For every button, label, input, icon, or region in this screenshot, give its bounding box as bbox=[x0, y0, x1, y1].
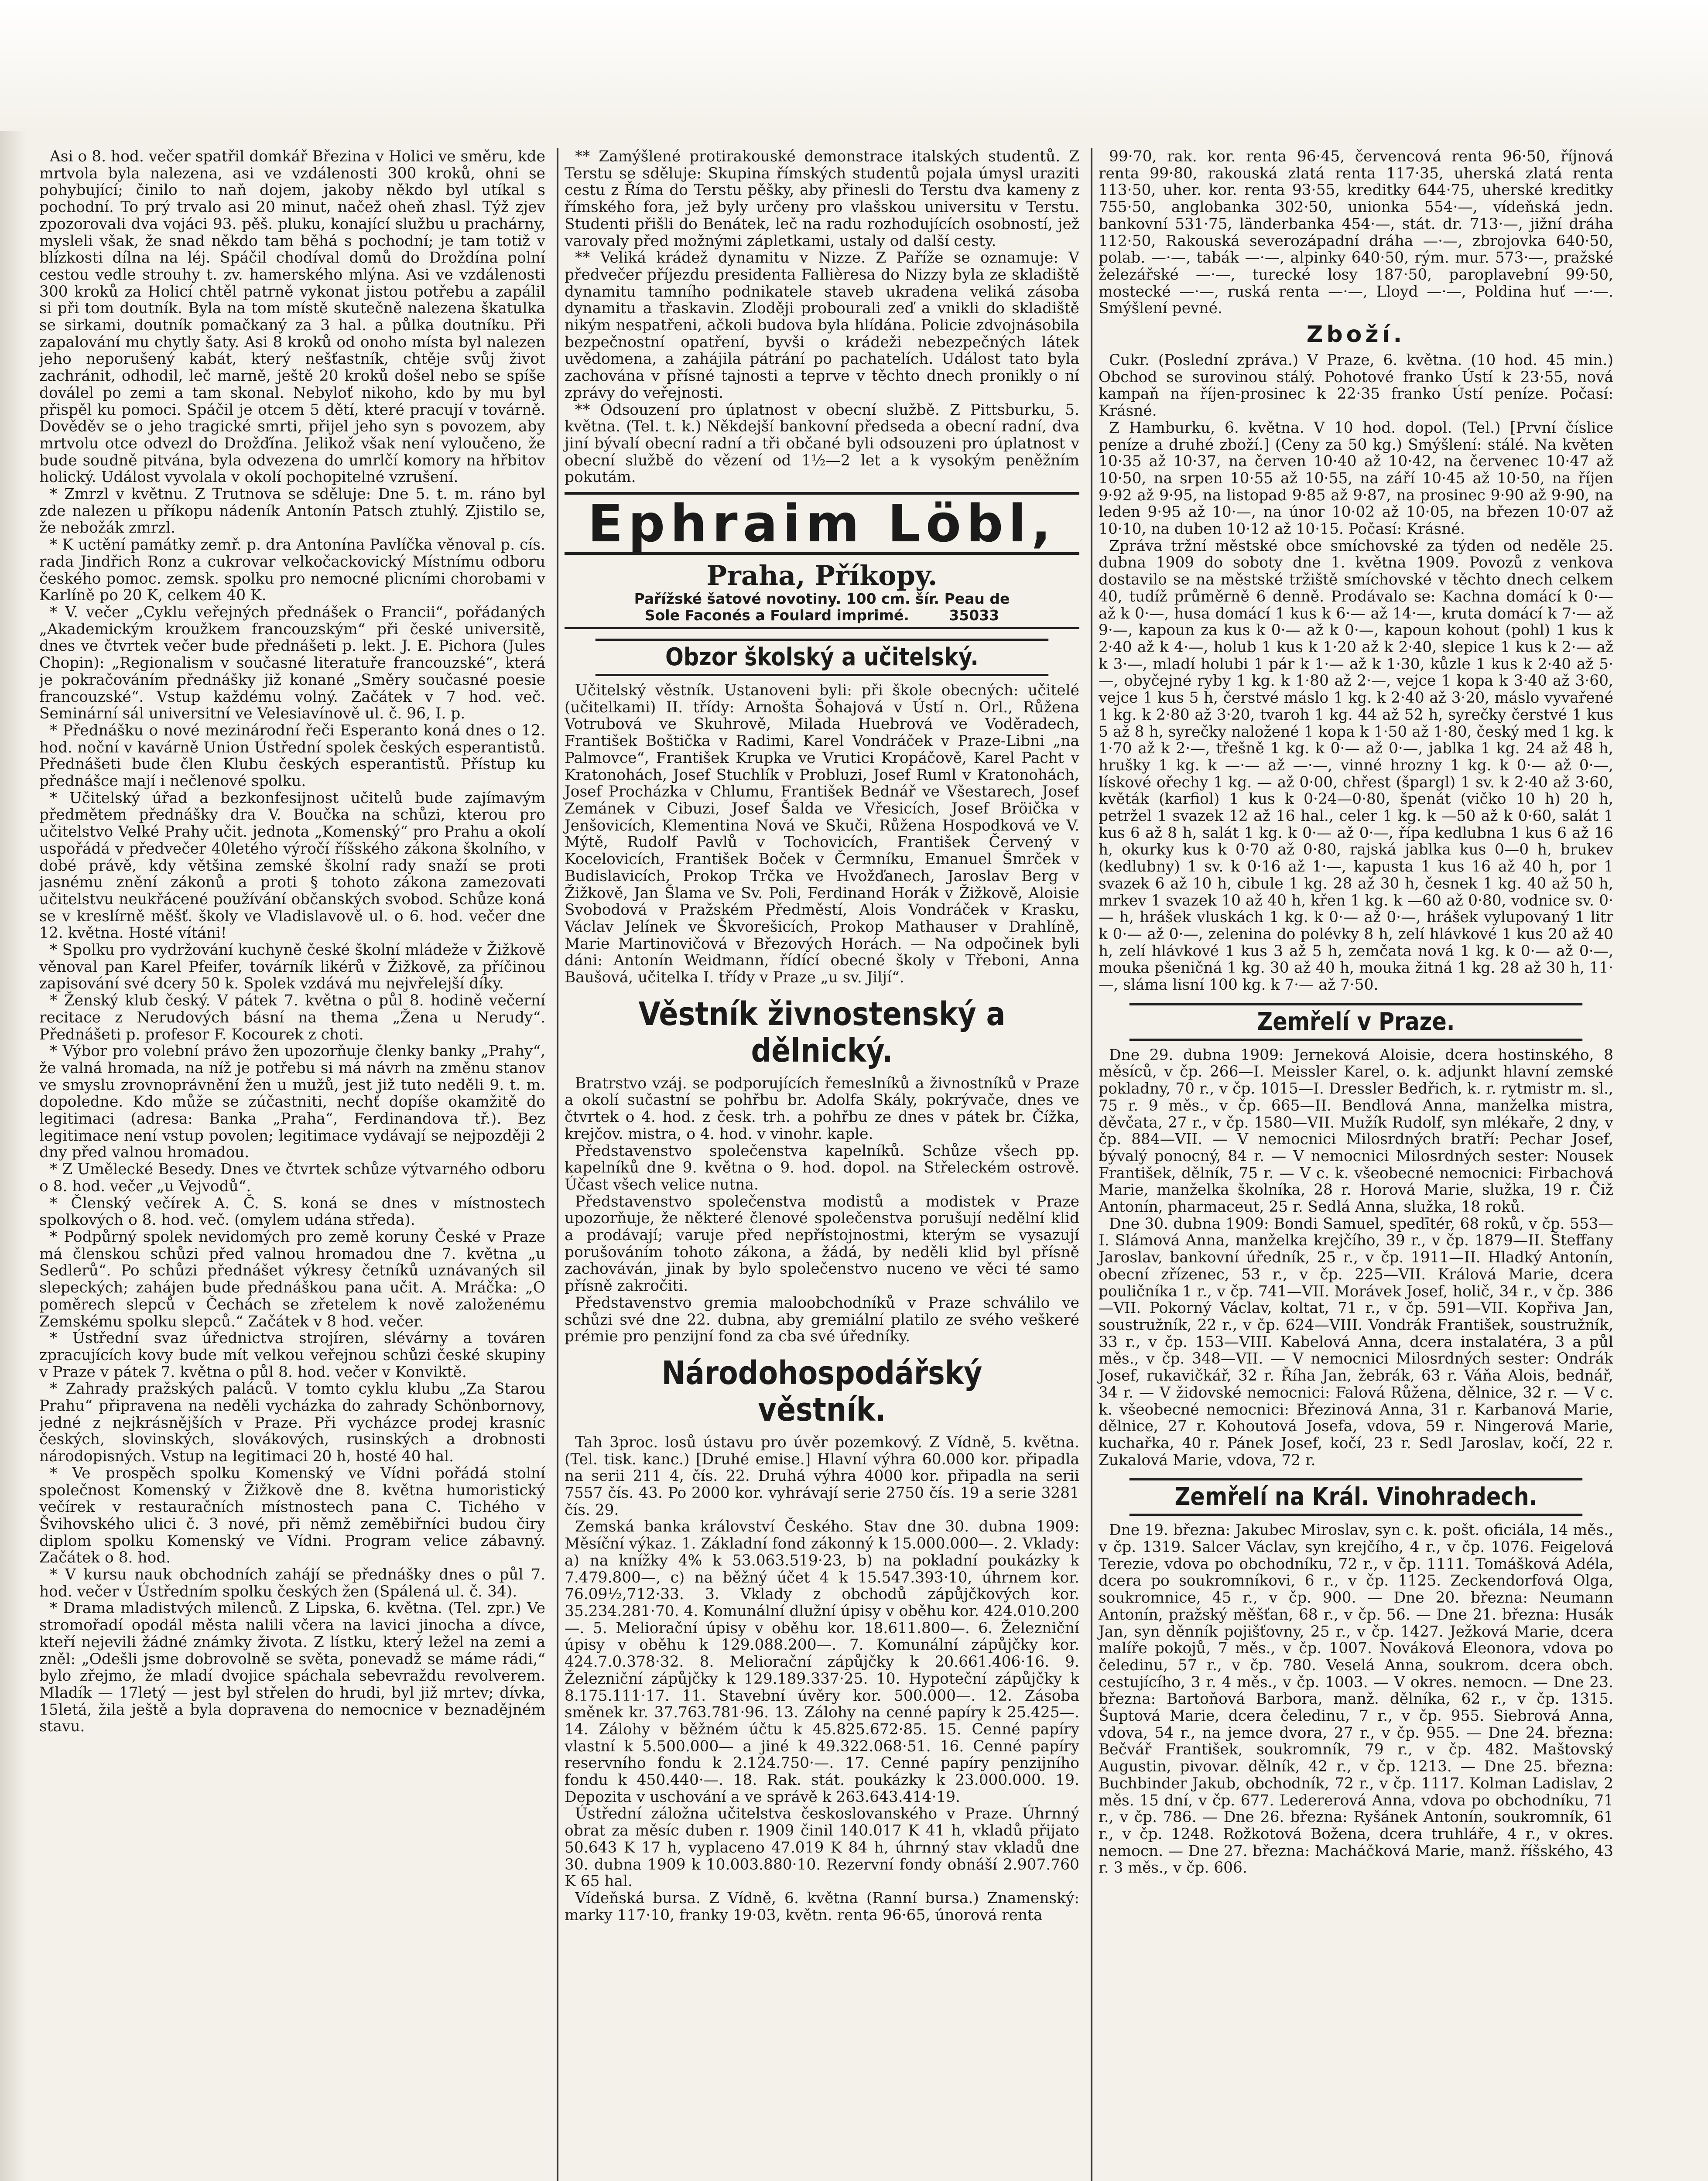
article-dynamite-nice: ** Veliká krádež dynamitu v Nizze. Z Paříže se oznamuje: V předvečer příjezdu presidenta Fallièresa do Nizzy byla ze skladiště dynamitu tamního podnikatele staveb ukradena veliká zásoba dynamitu a třaskavin. Zloději probourali zeď a vnikli do skladiště nikým nespatřeni, ačkoli budova byla hlídána. Policie zdvojnásobila bezpečnostní opatření, byvši o krádeži nebezpečných látek uvědomena, a zahájila pátrání po pachatelích. Událost tato byla zachována v přísné tajnosti a teprve v těchto dnech pronikly o ní zprávy do veřejnosti. bbox=[565, 249, 1079, 402]
ad-number: 35033 bbox=[949, 607, 999, 624]
article-komensky: * Ve prospěch spolku Komenský ve Vídni pořádá stolní společnost Komenský v Žižkově dne 8. května humoristický večírek v restauračních místnostech pana C. Tichého v Švihovského ulici č. 3 nové, při němž zeměbiřníci budou čiry diplom spolku Komenský ve Vídni. Program velice zábavný. Začátek o 8. hod. bbox=[39, 1464, 545, 1567]
article-cukr: Cukr. (Poslední zpráva.) V Praze, 6. května. (10 hod. 45 min.) Obchod se surovinou stálý. Pohotové franko Ústí k 23·55, nová kampaň na říjen-prosinec k 22·35 franko Ústí peníze. Počasí: Krásné. bbox=[1099, 352, 1613, 420]
article-volebni-pravo: * Výbor pro volební právo žen upozorňuje členky banky „Prahy“, že valná hromada, na níž je potřebu si má návrh na změnu stanov ve smyslu zrovnoprávnění žen u mužů, jest již tuto neděli 9. t. m. dopoledne. Kdo může se zúčastniti, nechť dopíše okamžitě do legitimaci (adresa: Banka „Praha“, Ferdinandova tř.). Bez legitimace není vstup povolen; legitimace vydávají se nejpozději 2 dny před valnou hromadou. bbox=[39, 1043, 545, 1162]
ad-line-2 bbox=[565, 607, 1079, 624]
article-zensky-klub: * Ženský klub český. V pátek 7. května o půl 8. hodině večerní recitace z Nerudových básní na thema „Žena u Nerudy“. Přednášeti p. profesor F. Kocourek z choti. bbox=[39, 992, 545, 1043]
article-clensky-vecirek: * Členský večírek A. Č. S. koná se dnes v místnostech spolkových o 8. hod. več. (omylem udána středa). bbox=[39, 1194, 545, 1229]
article-svaz-urednictva: * Ústřední svaz úřednictva strojíren, slévárny a továren zpracujících kovy bude mít velkou veřejnou schůzi české skupiny v Praze v pátek 7. května o půl 8. hod. večer v Konviktě. bbox=[39, 1330, 545, 1381]
column-2 bbox=[557, 148, 1079, 2181]
divider bbox=[565, 627, 1079, 629]
article-nevidomi: * Podpůrný spolek nevidomých pro země koruny České v Praze má členskou schůzi před valnou hromadou dne 7. května „u Sedlerů“. Po schůzi přednášet výkresy četníků uznávaných sil slepeckých; zahájen bude přednáškou pana učit. A. Mráčka: „O poměrech slepců v Čechách se zřetelem k nově založenému Zemskému spolku slepců.“ Začátek v 8 hod. večer. bbox=[39, 1228, 545, 1330]
scan-margin bbox=[0, 0, 1708, 131]
article-kuchyne-zizkov: * Spolku pro vydržování kuchyně české školní mládeže v Žižkově věnoval pan Karel Pfeifer, továrník likérů v Žižkově, za příčinou zapisování své dcery 50 k. Spolek vzdává mu nejvřelejší díky. bbox=[39, 941, 545, 993]
column-3 bbox=[1091, 148, 1613, 2181]
article-pavlicek: * K uctění památky zemř. p. dra Antonína Pavlíčka věnoval p. cís. rada Jindřich Ronz a cukrovar velkočackovický Místnímu odboru českého pomoc. zemsk. spolku pro nemocné plicními chorobami v Karlíně po 20 K, celkem 40 K. bbox=[39, 536, 545, 605]
article-hamburk: Z Hamburku, 6. května. V 10 hod. dopol. (Tel.) [První číslice peníze a druhé zboží.] (Ceny za 50 kg.) Smýšlení: stálé. Na květen 10·35 až 10·37, na červen 10·40 až 10·42, na červenec 10·47 až 10·50, na srpen 10·55 až 10·55, na září 10·45 až 10·50, na říjen 9·92 až 9·95, na listopad 9·85 až 9·87, na prosinec 9·90 až 9·90, na leden 9·95 až 10·—, na únor 10·02 až 10·05, na březen 10·07 až 10·10, na duben 10·12 až 10·15. Počasí: Krásné. bbox=[1099, 419, 1613, 538]
article-italian-students: ** Zamýšlené protirakouské demonstrace italských studentů. Z Terstu se sděluje: Skupina římských studentů pojala úmysl uraziti cestu z Říma do Terstu pěšky, aby přinesli do Terstu dva kameny z římského fora, jež byly určeny pro vlašskou universitu v Terstu. Studenti přišli do Benátek, leč na radu rozhodujících osobností, jež varovaly před možnými zápletkami, ustaly od další cesty. bbox=[565, 148, 1079, 250]
article-maloobchodnici: Představenstvo gremia maloobchodníků v Praze schválilo ve schůzi své dne 22. dubna, aby gremiální platilo ze svého veškeré prémie pro penzijní fond za cba své úředníky. bbox=[565, 1294, 1079, 1346]
ad-name: Ephraim Löbl, bbox=[565, 492, 1079, 555]
article-zahrady: * Zahrady pražských paláců. V tomto cyklu klubu „Za Starou Prahu“ připravena na neděli vycházka do zahrady Schönbornovy, jedné z nejkrásnějších v Praze. Při vycházce prodej krasníc českých, slovinských, slovákových, rusinských a drobnosti národopisných. Vstup na legitimaci 20 h, hosté 40 hal. bbox=[39, 1380, 545, 1466]
article-bursa-continued: 99·70, rak. kor. renta 96·45, červencová renta 96·50, říjnová renta 99·80, rakouská zlatá renta 117·35, uherská zlatá renta 113·50, uher. kor. renta 93·55, kreditky 644·75, uherské kreditky 755·50, anglobanka 302·50, unionka 554·—, vídeňská jedn. bankovní 531·75, länderbanka 454·—, stát. dr. 713·—, jižní dráha 112·50, Rakouská severozápadní dráha —·—, zbrojovka 640·50, polab. —·—, tabák —·—, alpinky 640·50, rým. mur. 573·—, pražské železářské —·—, turecké losy 187·50, paroplavební 99·50, mostecké —·—, ruská renta —·—, Lloyd —·—, Poldina huť —·—. Smýšlení pevné. bbox=[1099, 148, 1613, 318]
article-esperanto: * Přednášku o nové mezinárodní řeči Esperanto koná dnes o 12. hod. noční v kavárně Union Ústřední spolek českých esperantistů. Přednášeti bude člen Klubu českých esperantistů. Přístup ku přednášce mají i nečlenové spolku. bbox=[39, 721, 545, 790]
article-zemska-banka: Zemská banka království Českého. Stav dne 30. dubna 1909: Měsíční výkaz. 1. Základní fond zákonný k 15.000.000—. 2. Vklady: a) na knížky 4% k 53.063.519·23, b) na pokladní poukázky k 7.479.800—, c) na běžný účet 4 k 15.547.393·10, úhrnem kor. 76.09½,712·33. 3. Vklady z obchodů zápůjčkových kor. 35.234.281·70. 4. Komunální dlužní úpisy v oběhu kor. 424.010.200—. 5. Meliorační úpisy v oběhu kor. 18.611.800—. 6. Železniční úpisy v oběhu k 129.088.200—. 7. Komunální zápůjčky kor. 424.7.0.378·32. 8. Meliorační zápůjčky k 20.661.406·16. 9. Železniční zápůjčky k 129.189.337·25. 10. Hypoteční zápůjčky k 8.175.111·17. 11. Stavební úvěry kor. 500.000—. 12. Zásoba směnek kr. 37.763.781·96. 13. Zálohy na cenné papíry k 25.425—. 14. Zálohy v běžném účtu k 45.825.672·85. 15. Cenné papíry vlastní k 5.500.000— a jiné k 49.322.068·51. 16. Cenné papíry reservního fondu k 2.124.750·—. 17. Cenné papíry penzijního fondu k 450.440·—. 18. Rak. stát. poukázky k 23.000.000. 19. Depozita v uschování a ve správě k 263.643.414·19. bbox=[565, 1518, 1079, 1806]
article-ucitelsky-vestnik: Učitelský věstník. Ustanoveni byli: při škole obecných: učitelé (učitelkami) II. třídy: Arnošta Šohajová v Ústí n. Orl., Růžena Votrubová ve Skuhrově, Milada Huebrová ve Voděradech, František Boštička v Radimi, Karel Vondráček v Praze-Libni „na Palmovce“, František Krupka ve Vrutici Kropáčově, Karel Pacht v Kratonohách, Josef Stuchlík v Probluzi, Josef Ruml v Kratonohách, Josef Procházka v Chlumu, František Bednář ve Všestarech, Josef Zemánek v Cibuzi, Josef Šalda ve Vřesicích, Josef Bröička v Jenšovicích, Klementina Nová ve Skuči, Růžena Hospodková ve V. Mýtě, Rudolf Pavlů v Tochovicích, František Červený v Kocelovicích, František Boček v Čermníku, Emanuel Šmrček v Budislavicích, Prokop Trčka ve Hvožďanech, Jaroslav Berg v Žižkově, Jan Šlama ve Sv. Poli, Ferdinand Horák v Žižkově, Aloisie Svobodová v Pražském Předměstí, Alois Vondráček v Krasku, Václav Jelínek ve Škvorešicích, Prokop Mathauser v Drahlíně, Marie Martinovičová v Březových Horách. — Na odpočinek byli dáni: Antonín Weidmann, řídící obecné školy v Třeboni, Anna Baušová, učitelka I. třídy v Praze „u sv. Jiljí“. bbox=[565, 682, 1079, 987]
section-title-zivnostensky: Věstník živnostenský a dělnický. bbox=[638, 995, 1006, 1070]
ad-line-2-text: Sole Faconés a Foulard imprimé. bbox=[644, 607, 909, 624]
section-title-zemreli-praha: Zemřelí v Praze. bbox=[1130, 1003, 1582, 1041]
article-ucitelsky-urad: * Učitelský úřad a bezkonfesijnost učitelů bude zajímavým předmětem přednášky dra V. Boučka na schůzi, kterou pro učitelstvo Velké Prahy učit. jednota „Komenský“ pro Prahu a okolí uspořádá v předvečer 40letého výročí říšského zákona školního, v dobé právě, kdy většina zemské školní rady snaží se proti jasnému znění zákonů a proti § tohoto zákona zamezovati učitelstvu neukřácené používání občanských svobod. Schůze koná se v kreslírně měšť. školy ve Vladislavově ul. o 6. hod. večer dne 12. května. Hosté vítáni! bbox=[39, 789, 545, 942]
newspaper-page bbox=[39, 148, 1619, 2181]
article-videnska-bursa: Vídeňská bursa. Z Vídně, 6. května (Ranní bursa.) Znamenský: marky 117·10, franky 19·03, květn. renta 96·65, únorová renta bbox=[565, 1889, 1079, 1924]
ad-address: Praha, Příkopy. bbox=[706, 560, 938, 592]
article-holice: Asi o 8. hod. večer spatřil domkář Březina v Holici ve směru, kde mrtvola byla nalezena, asi ve vzdálenosti 300 kroků, ohni se pohybující; činilo to naň dojem, jakoby někdo byl utíkal s pochodní. To prý trvalo asi 20 minut, načež oheň zhasl. Týž zjev zpozorovali dva vojáci 93. pěš. pluku, konající službu u prachárny, mysleli však, že snad někdo tam běhá s pochodní; je tam totiž v blízkosti dílna na léj. Spáčil chodíval domů do Droždína polní cestou vedle strouhy t. zv. hamerského mlýna. Asi ve vzdálenosti 300 kroků za Holicí chtěl patrně vykonat jistou potřebu a zapálil si při tom doutník. Byla na tom místě skutečně nalezena škatulka se sirkami, doutník pomačkaný za 3 hal. a půlka doutníku. Při zapalování mu chytly šaty. Asi 8 kroků od onoho místa byl nalezen jeho neporušený kabát, který nešťastník, chtěje svůj život zachránit, odhodil, leč marně, ještě 20 kroků došel nebo se spíše doválel po zemi a tam skonal. Nebyloť nikoho, kdo by mu byl přispěl ku pomoci. Spáčil je otcem 5 dětí, které pracují v továrně. Dověděv se o jeho tragické smrti, přijel jeho syn s povozem, aby mrtvolu otce odvezl do Drožďína. Jelikož však není vyloučeno, že bude soudně pitvána, byla odvezena do umrlčí komory na hřbitov holický. Událost vyvolala v okolí pochopitelné vzrušení. bbox=[39, 148, 545, 486]
article-kurs-nauk: * V kursu nauk obchodních zahájí se přednášky dnes o půl 7. hod. večer v Ústředním spolku českých žen (Spálená ul. č. 34). bbox=[39, 1566, 545, 1600]
ad-line-1: Pařížské šatové novotiny. 100 cm. šír. Peau de bbox=[634, 590, 1010, 608]
column-1 bbox=[39, 148, 545, 2181]
scan-edge-shadow bbox=[0, 131, 26, 2181]
article-tah-losu: Tah 3proc. losů ústavu pro úvěr pozemkový. Z Vídně, 5. května. (Tel. tisk. kanc.) [Druhé emise.] Hlavní výhra 60.000 kor. připadla na serii 211 4, čís. 22. Druhá výhra 4000 kor. připadla na serii 7557 čís. 43. Po 2000 kor. vyhrávají serie 2750 čís. 19 a serie 3281 čís. 29. bbox=[565, 1433, 1079, 1519]
section-title-zbozi: Zboží. bbox=[1306, 321, 1406, 348]
section-title-zemreli-vinohrady: Zemřelí na Král. Vinohradech. bbox=[1130, 1478, 1582, 1516]
obituaries-30-april: Dne 30. dubna 1909: Bondi Samuel, spedītér, 68 roků, v čp. 553—I. Slámová Anna, manželka krejčího, 39 r., v čp. 1879—II. Šteffany Jaroslav, bankovní úředník, 25 r., v čp. 1911—II. Hladký Antonín, obecní zřízenec, 53 r., v čp. 225—VII. Králová Marie, dcera pouličníka 1 r., v čp. 741—VII. Morávek Josef, holič, 34 r., v čp. 386—VII. Pokorný Václav, koltat, 71 r., v čp. 591—VII. Kopřiva Jan, soustružník, 22 r., v čp. 624—VIII. Vondrák František, soustružník, 33 r., v čp. 153—VIII. Kabelová Anna, dcera instalatéra, 3 a půl měs., v čp. 348—VII. — V nemocnici Milosrdných sester: Ondrák Josef, rukavičkář, 32 r. Říha Jan, žebrák, 63 r. Váňa Alois, bednář, 34 r. — V židovské nemocnici: Falová Růžena, dělnice, 32 r. — V c. k. všeobecné nemocnici: Březinová Anna, 31 r. Karbanová Marie, dělnice, 27 r. Kohoutová Josefa, vdova, 59 r. Ningerová Marie, kuchařka, 40 r. Pánek Josef, kočí, 23 r. Sedl Jaroslav, kočí, 22 r. Zukalová Marie, vdova, 72 r. bbox=[1099, 1215, 1613, 1469]
section-title-narodohospodarsky: Národohospodářský věstník. bbox=[661, 1354, 982, 1429]
obituaries-vinohrady: Dne 19. března: Jakubec Miroslav, syn c. k. pošt. oficiála, 14 měs., v čp. 1319. Salcer Václav, syn krejčího, 4 r., v čp. 1076. Feigelová Terezie, vdova po obchodníku, 72 r., v čp. 1111. Tomášková Adéla, dcera po soukromníkovi, 6 r., v čp. 1125. Zeckendorfová Olga, soukromnice, 45 r., v čp. 900. — Dne 20. března: Neumann Antonín, pražský měšťan, 68 r., v čp. 56. — Dne 21. března: Husák Jan, syn děnník pojišťovny, 25 r., v čp. 1427. Ježková Marie, dcera malíře pokojů, 7 měs., v čp. 1007. Nováková Eleonora, vdova po čeledinu, 57 r., v čp. 780. Veselá Anna, soukrom. dcera obch. cestujícího, 3 r. 4 měs., v čp. 1003. — V okres. nemocn. — Dne 23. března: Bartoňová Barbora, manž. dělníka, 62 r., v čp. 1315. Šuptová Marie, dcera čeledinu, 7 r., v čp. 955. Siebrová Anna, vdova, 54 r., na jemce dvora, 27 r., v čp. 955. — Dne 24. března: Bečvář František, soukromník, 79 r., v čp. 482. Maštovský Augustin, pivovar. dělník, 42 r., v čp. 1213. — Dne 25. března: Buchbinder Jakub, obchodník, 72 r., v čp. 1117. Kolman Ladislav, 2 měs. 15 dní, v čp. 677. Ledererová Anna, vdova po obchodníku, 71 r., v čp. 786. — Dne 26. března: Ryšánek Antonín, soukromník, 61 r., v čp. 1248. Rožkotová Božena, dcera truhláře, 4 r., v okres. nemocn. — Dne 27. března: Macháčková Marie, manž. říšského, 43 r. 3 měs., v čp. 606. bbox=[1099, 1521, 1613, 1877]
obituaries-29-april: Dne 29. dubna 1909: Jerneková Aloisie, dcera hostinského, 8 měsíců, v čp. 266—I. Meissler Karel, o. k. adjunkt hlavní zemské pokladny, 70 r., v čp. 1015—I. Dressler Bedřich, k. r. rytmistr m. sl., 75 r. 9 měs., v čp. 665—II. Bendlová Anna, manželka mistra, děvčata, 27 r., v čp. 1580—VII. Mužík Rudolf, syn mlékaře, 2 dny, v čp. 884—VII. — V nemocnici Milosrdných bratří: Pechar Josef, bývalý ponocný, 84 r. — V nemocnici Milosrdných sester: Nousek František, dělník, 75 r. — V c. k. všeobecné nemocnici: Firbachová Marie, manželka školníka, 28 r. Horová Marie, služka, 19 r. Čiž Antonín, pharmaceut, 25 r. Sedlá Anna, služka, 18 roků. bbox=[1099, 1046, 1613, 1216]
article-umelecka-beseda: * Z Umělecké Besedy. Dnes ve čtvrtek schůze výtvarného odboru o 8. hod. večer „u Vejvodů“. bbox=[39, 1161, 545, 1195]
section-title-skolsky: Obzor školský a učitelský. bbox=[596, 639, 1048, 676]
article-ustredni-zalozna: Ústřední záložna učitelstva českoslovanského v Praze. Úhrnný obrat za měsíc duben r. 1909 činil 140.017 K 41 h, vkladů přijato 50.643 K 17 h, vyplaceno 47.019 K 84 h, úhrnný stav vkladů dne 30. dubna 1909 k 10.003.880·10. Rezervní fondy obnáší 2.907.760 K 65 hal. bbox=[565, 1805, 1079, 1890]
article-bratrstvo: Bratrstvo vzáj. se podporujících řemeslníků a živnostníků v Praze a okolí sučastní se pohřbu br. Adolfa Skály, pokrývače, dnes ve čtvrtek o 4. hod. z česk. trh. a pohřbu ze dnes v pátek br. Čížka, krejčov. mistra, o 4. hod. v vinohr. kaple. bbox=[565, 1074, 1079, 1143]
article-francie-lecture: * V. večer „Cyklu veřejných přednášek o Francii“, pořádaných „Akademickým kroužkem francouzským“ při české universitě, dnes ve čtvrtek večer bude přednášeti p. lekt. J. E. Pichora (Jules Chopin): „Regionalism v současné literatuře francouzské“, která je pokračováním přednášky již konané „Směry současné poesie francouzské“. Vstup každému volný. Začátek v 7 hod. več. Seminární sál universitní ve Velesiavínově ul. č. 96, I. p. bbox=[39, 603, 545, 723]
article-drama-milencu: * Drama mladistvých milenců. Z Lipska, 6. května. (Tel. zpr.) Ve stromořadí opodál města nalili včera na lavici jinocha a dívce, kteří nejevili žádné známky života. Z lístku, který ležel na zemi a zněl: „Odešli jsme dobrovolně se světa, ponevadž se máme rádi,“ bylo zřejmo, že mladí dvojice spáchala sebevraždu revolverem. Mladík — 17letý — jest byl střelen do hrudi, byl již mrtev; dívka, 15letá, žila ještě a byla dopravena do nemocnice v beznadějném stavu. bbox=[39, 1600, 545, 1736]
article-kapelnici: Představenstvo společenstva kapelníků. Schůze všech pp. kapelníků dne 9. května o 9. hod. dopol. na Střeleckém ostrově. Účast všech velice nutna. bbox=[565, 1142, 1079, 1193]
article-pittsburg: ** Odsouzení pro úplatnost v obecní službě. Z Pittsburku, 5. května. (Tel. t. k.) Někdejší bankovní předseda a obecní radní, dva jiní bývalí obecní radní a tři občané byli odsouzeni pro úplatnost v obecní službě do vězení od 1½—2 let a k vysokým peněžním pokutám. bbox=[565, 401, 1079, 486]
article-modistky: Představenstvo společenstva modistů a modistek v Praze upozorňuje, že některé členové společenstva porušují nedělní klid a prodávají; varuje před nepřístojnostmi, kterým se vysazují porušováním tohoto zákona, a žádá, by neděli klid byl přísně zachováván, jinak by bylo společenstvo nuceno ve věci té samo přísně zakročiti. bbox=[565, 1193, 1079, 1295]
article-zmrzl: * Zmrzl v květnu. Z Trutnova se sděluje: Dne 5. t. m. ráno byl zde nalezen u příkopu nádeník Antonín Patsch ztuhlý. Zjistilo se, že nebožák zmrzl. bbox=[39, 485, 545, 537]
article-trzni-zprava: Zpráva tržní městské obce smíchovské za týden od neděle 25. dubna 1909 do soboty dne 1. května 1909. Povozů z venkova dostavilo se na městské tržiště smíchovské v těchto dnech celkem 40, tudíž průměrně 6 denně. Prodávalo se: Kachna domácí k 0·— až k 0·—, husa domácí 1 kus k 6·— až 14·—, kruta domácí k 7·— až 9·—, kapoun za kus k 0·— až k 0·—, kapoun kohout (pohl) 1 kus k 2·40 až k 4·—, holub 1 kus k 1·20 až k 2·40, slepice 1 kus k 2·— až k 3·—, mladí holubi 1 pár k 1·— až k 1·30, kůzle 1 kus k 2·40 až 5·—, obyčejné ryby 1 kg. k 1·80 až 2·—, vejce 1 kopa k 3·40 až 3·60, vejce 1 kus 5 h, čerstvé máslo 1 kg. k 2·40 až 3·20, máslo vyvařené 1 kg. k 2·80 až 3·20, tvaroh 1 kg. 44 až 52 h, syrečky čerstvé 1 kus 5 až 8 h, syrečky naložené 1 kopa k 1·50 až 1·80, český med 1 kg. k 1·70 až k 2·—, třešně 1 kg. k 0·— až 0·—, jablka 1 kg. 24 až 48 h, hrušky 1 kg. k —·— až —·—, vinné hrozny 1 kg. k 0·— až 0·—, lískové ořechy 1 kg. — až 0·00, chřest (špargl) 1 sv. k 2·40 až 3·60, květák (karfiol) 1 kus k 0·24—0·80, špenát (vičko 10 h) 20 h, petržel 1 svazek 12 až 16 hal., celer 1 kg. k —50 až k 0·60, salát 1 kus 6 až 8 h, salát 1 kg. k 0·— až 0·—, řípa kedlubna 1 kus 6 až 16 h, okurky kus k 0·70 až 0·80, rajská jablka kus 0—0 h, brukev (kedlubny) 1 sv. k 0·16 až 1·—, kapusta 1 kus 16 až 40 h, por 1 svazek 6 až 10 h, cibule 1 kg. 28 až 30 h, česnek 1 kg. 40 až 50 h, mrkev 1 svazek 10 až 40 h, křen 1 kg. k —60 až 0·80, vodnice sv. 0·— h, hrášek vluskách 1 kg. k 0·— až 0·—, hrášek vylupovaný 1 litr k 0·— až 0·—, zelenina do polévky 8 h, zelí hlávkové 1 kus 20 až 40 h, zelí hlávkové 1 kus 3 až 5 h, zemčata nová 1 kg. k 0·— až 0·—, mouka pšeničná 1 kg. 30 až 40 h, mouka žitná 1 kg. 28 až 30 h, 11·—, sláma lisní 100 kg. k 7·— až 7·50. bbox=[1099, 537, 1613, 994]
